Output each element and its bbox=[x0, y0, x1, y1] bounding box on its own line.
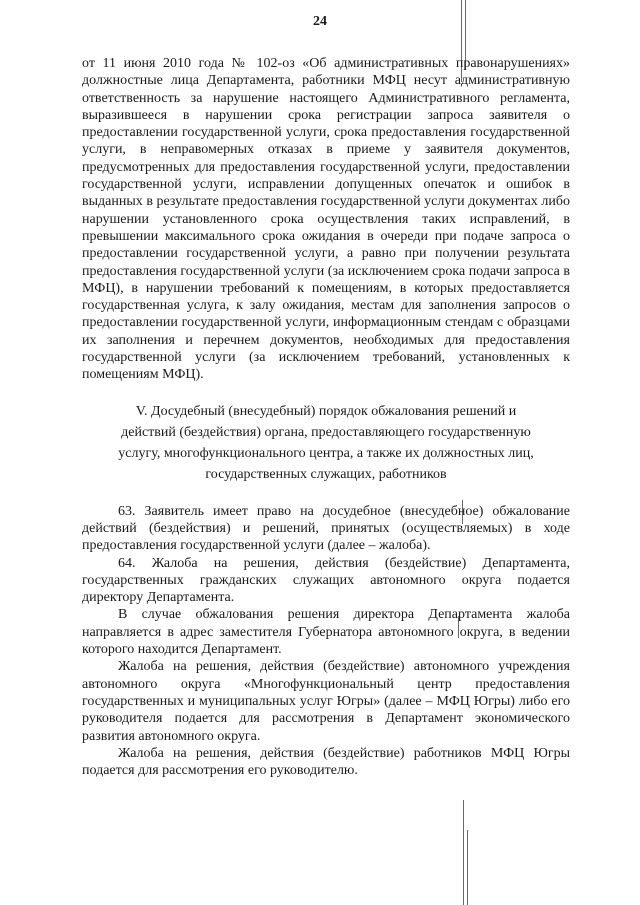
section-heading-line: государственных служащих, работников bbox=[205, 466, 447, 482]
document-body bbox=[82, 55, 570, 779]
scan-line-bottom bbox=[463, 800, 464, 905]
paragraph-mfc-appeal: Жалоба на решения, действия (бездействие) автономного учреждения автономного округа «Многофункциональный центр предоставления государственных и муниципальных услуг Югры» (далее – МФЦ Югры) либо его руководителя подается для рассмотрения в Департамент экономического развития автономного округа. bbox=[82, 659, 570, 744]
section-heading-line: услугу, многофункционального центра, а также их должностных лиц, bbox=[118, 445, 534, 461]
intro-paragraph: от 11 июня 2010 года № 102-оз «Об административных правонарушениях» должностные лица Департамента, работники МФЦ несут административную ответственность за нарушение настоящего Административного регламента, выразившееся в нарушении срока регистрации запроса заявителя о предоставлении государственной услуги, срока предоставления государственной услуги, в неправомерных отказах в приеме у заявителя документов, предусмотренных для предоставления государственной услуги, предоставлении государственной услуги, исправлении допущенных опечаток и ошибок в выданных в результате предоставления государственной услуги документах либо нарушении установленного срока осуществления таких исправлений, в превышении максимального срока ожидания в очереди при подаче запроса о предоставлении государственной услуги, а равно при получении результата предоставления государственной услуги (за исключением срока подачи запроса в МФЦ), в нарушении требований к помещениям, в которых предоставляется государственная услуга, к залу ожидания, местам для заполнения запросов о предоставлении государственной услуги, информационным стендам с образцами их заполнения и перечнем документов, необходимых для предоставления государственной услуги (за исключением требований, установленных к помещениям МФЦ). bbox=[82, 56, 570, 383]
paragraph-63: 63. Заявитель имеет право на досудебное (внесудебное) обжалование действий (бездействия) и решений, принятых (осуществляемых) в ходе предоставления государственной услуги (далее – жалоба). bbox=[82, 503, 570, 554]
paragraph-mfc-workers-appeal: Жалоба на решения, действия (бездействие) работников МФЦ Югры подается для рассмотрения его руководителю. bbox=[82, 745, 570, 779]
paragraph-director-appeal: В случае обжалования решения директора Департамента жалоба направляется в адрес заместителя Губернатора автономного округа, в ведении которого находится Департамент. bbox=[82, 607, 570, 658]
section-heading-line: V. Досудебный (внесудебный) порядок обжалования решений и bbox=[135, 403, 517, 419]
paragraph-64: 64. Жалоба на решения, действия (бездействие) Департамента, государственных гражданских служащих автономного округа подается директору Департамента. bbox=[82, 555, 570, 606]
page-number: 24 bbox=[313, 14, 327, 29]
scan-line-bottom-2 bbox=[467, 830, 468, 905]
section-heading-line: действий (бездействия) органа, предоставляющего государственную bbox=[121, 424, 531, 440]
section-heading bbox=[82, 401, 570, 485]
